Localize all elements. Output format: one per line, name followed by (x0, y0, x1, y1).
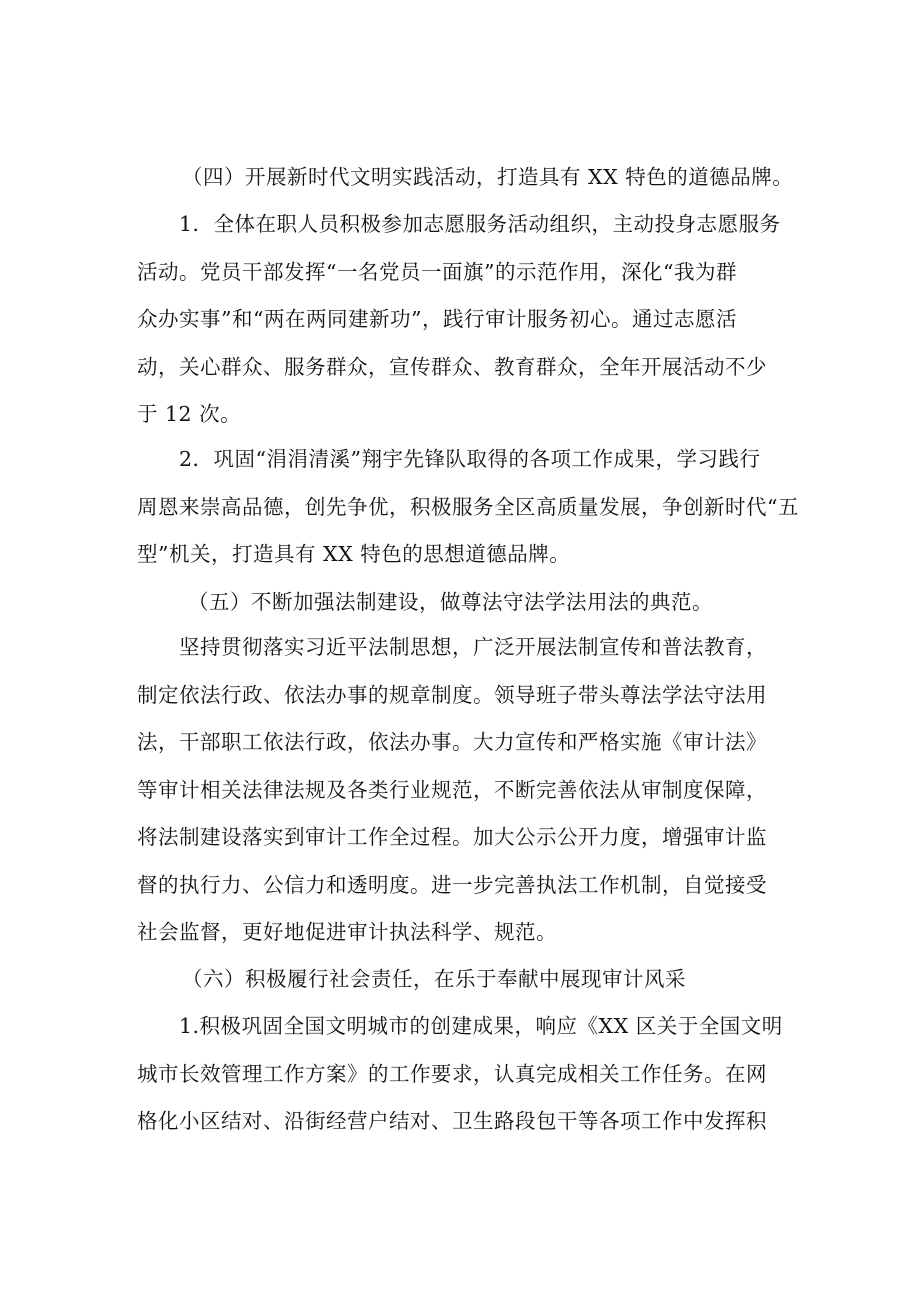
section-5-body-line: 法，干部职工依法行政，依法办事。大力宣传和严格实施《审计法》 (137, 730, 767, 754)
section-6-item-1 (137, 1003, 787, 1146)
section-6-heading: （六）积极履行社会责任，在乐于奉献中展现审计风采 (182, 967, 686, 991)
section-5-body-line: 社会监督，更好地促进审计执法科学、规范。 (137, 920, 557, 944)
section-5-body-line: 督的执行力、公信力和透明度。进一步完善执法工作机制，自觉接受 (137, 872, 767, 897)
section-4-item-1-line: 1．全体在职人员积极参加志愿服务活动组织，主动投身志愿服务 (179, 212, 781, 236)
section-4-item-1-line: 于 12 次。 (137, 402, 242, 426)
section-4-item-2-line: 周恩来崇高品德，创先争优，积极服务全区高质量发展，争创新时代“五 (137, 494, 799, 519)
section-6-item-1-line: 1.积极巩固全国文明城市的创建成果，响应《XX 区关于全国文明 (179, 1014, 783, 1038)
section-4-item-2-line: 2．巩固“涓涓清溪”翔宇先锋队取得的各项工作成果，学习践行 (179, 447, 761, 471)
section-4-item-1 (137, 201, 787, 439)
section-4-item-2-line: 型”机关，打造具有 XX 特色的思想道德品牌。 (137, 542, 571, 566)
section-5-body-line: 制定依法行政、依法办事的规章制度。领导班子带头尊法学法守法用 (137, 682, 767, 707)
section-6-item-1-line: 格化小区结对、沿街经营户结对、卫生路段包干等各项工作中发挥积 (137, 1109, 767, 1133)
section-5-heading: （五）不断加强法制建设，做尊法守法学法用法的典范。 (188, 590, 713, 614)
section-4-heading: （四）开展新时代文明实践活动，打造具有 XX 特色的道德品牌。 (182, 165, 794, 189)
section-5-body (137, 624, 787, 957)
section-4-item-1-line: 众办实事”和“两在两同建新功”，践行审计服务初心。通过志愿活 (137, 307, 737, 331)
section-5-body-line: 等审计相关法律法规及各类行业规范，不断完善依法从审制度保障， (137, 777, 767, 802)
section-5-body-line: 坚持贯彻落实习近平法制思想，广泛开展法制宣传和普法教育， (179, 635, 767, 659)
section-4-item-1-line: 动，关心群众、服务群众，宣传群众、教育群众，全年开展活动不少 (137, 354, 767, 379)
section-6-item-1-line: 城市长效管理工作方案》的工作要求，认真完成相关工作任务。在网 (137, 1061, 767, 1086)
section-4-item-1-line: 活动。党员干部发挥“一名党员一面旗”的示范作用，深化“我为群 (137, 259, 737, 284)
section-4-item-2 (137, 436, 799, 579)
section-5-body-line: 将法制建设落实到审计工作全过程。加大公示公开力度，增强审计监 (137, 825, 767, 849)
